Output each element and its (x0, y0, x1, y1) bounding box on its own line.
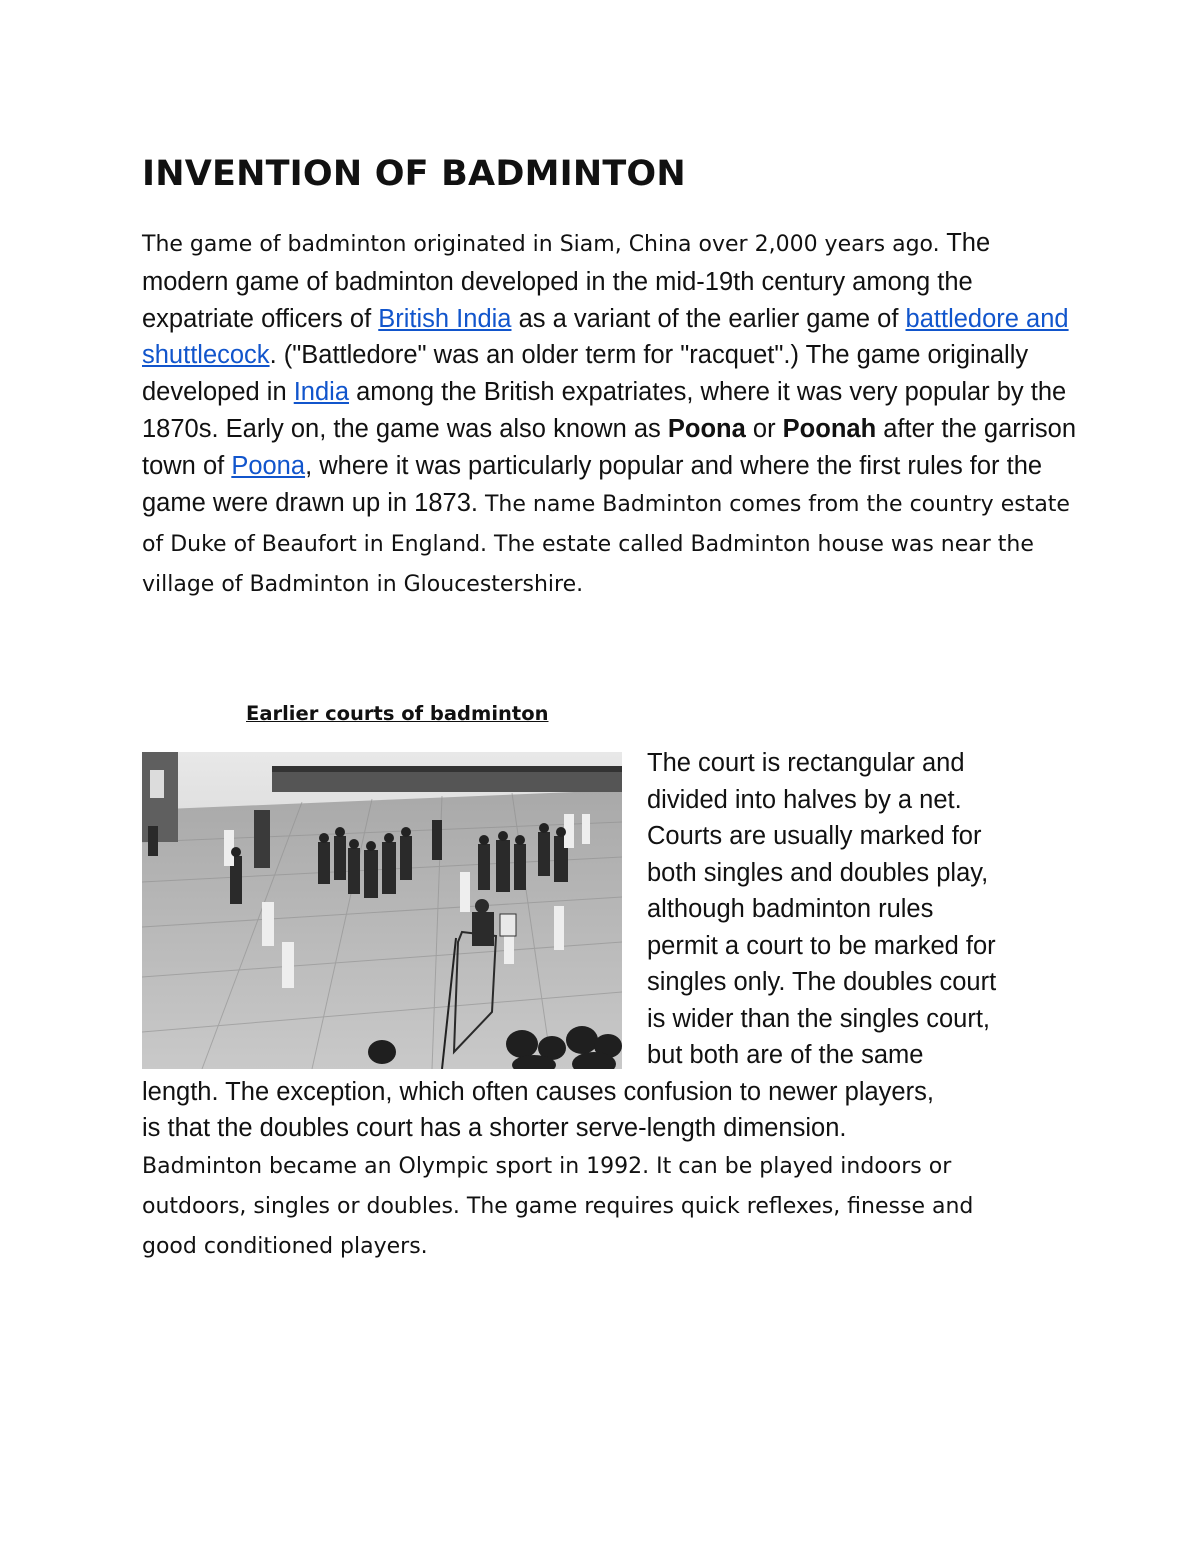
court-line-7: singles only. The doubles court (647, 968, 997, 996)
history-text-6: after the garrison town of (142, 414, 1077, 480)
history-lead-sentence: The game of badminton originated in Siam, China over 2,000 years ago. (142, 232, 940, 257)
page-title: INVENTION OF BADMINTON (142, 154, 686, 194)
court-line-6: permit a court to be marked for (647, 931, 996, 960)
history-tail: The name Badminton comes from the country estate of Duke of Beaufort in England. The estate called Badminton house was near the village of Badminton in Gloucestershire. (142, 491, 1070, 597)
history-text-1: The modern game of badminton developed in the mid-19th century among the expatriate officers of (142, 229, 991, 333)
british-india-link[interactable]: British India (378, 304, 512, 333)
history-text-4: among the British expatriates, where it was very popular by the 1870s. Early on, the game was also known as (142, 378, 1067, 443)
history-text-2: as a variant of the earlier game of (511, 304, 906, 333)
history-paragraph (142, 225, 1077, 605)
poona-bold: Poona (667, 414, 746, 443)
court-line-10: length. The exception, which often causes confusion to newer players, (142, 1077, 934, 1106)
court-line-11: is that the doubles court has a shorter serve-length dimension. (142, 1114, 847, 1142)
india-link[interactable]: India (293, 378, 350, 407)
court-line-9: but both are of the same (647, 1041, 924, 1069)
court-line-8: is wider than the singles court, (647, 1004, 991, 1033)
history-text-7: , where it was particularly popular and where the first rules for the game were drawn up in 1873. (142, 451, 1043, 517)
court-line-2: divided into halves by a net. (647, 785, 962, 814)
court-line-5: although badminton rules (647, 895, 934, 923)
olympic-line-2: outdoors, singles or doubles. The game requires quick reflexes, finesse and (142, 1193, 974, 1219)
court-paragraph (142, 745, 1072, 1267)
poona-link[interactable]: Poona (231, 451, 306, 480)
image-caption: Earlier courts of badminton (246, 702, 549, 725)
battledore-link[interactable]: battledore and shuttlecock (142, 304, 1069, 370)
court-line-1: The court is rectangular and (647, 749, 965, 777)
court-line-4: both singles and doubles play, (647, 858, 989, 887)
history-text-5: or (745, 414, 783, 443)
poonah-bold: Poonah (782, 414, 877, 443)
olympic-line-3: good conditioned players. (142, 1233, 428, 1259)
court-line-3: Courts are usually marked for (647, 822, 982, 850)
history-text-3: . ("Battledore" was an older term for "racquet".) The game originally developed in (142, 341, 1029, 407)
olympic-line-1: Badminton became an Olympic sport in 1992. It can be played indoors or (142, 1153, 952, 1179)
